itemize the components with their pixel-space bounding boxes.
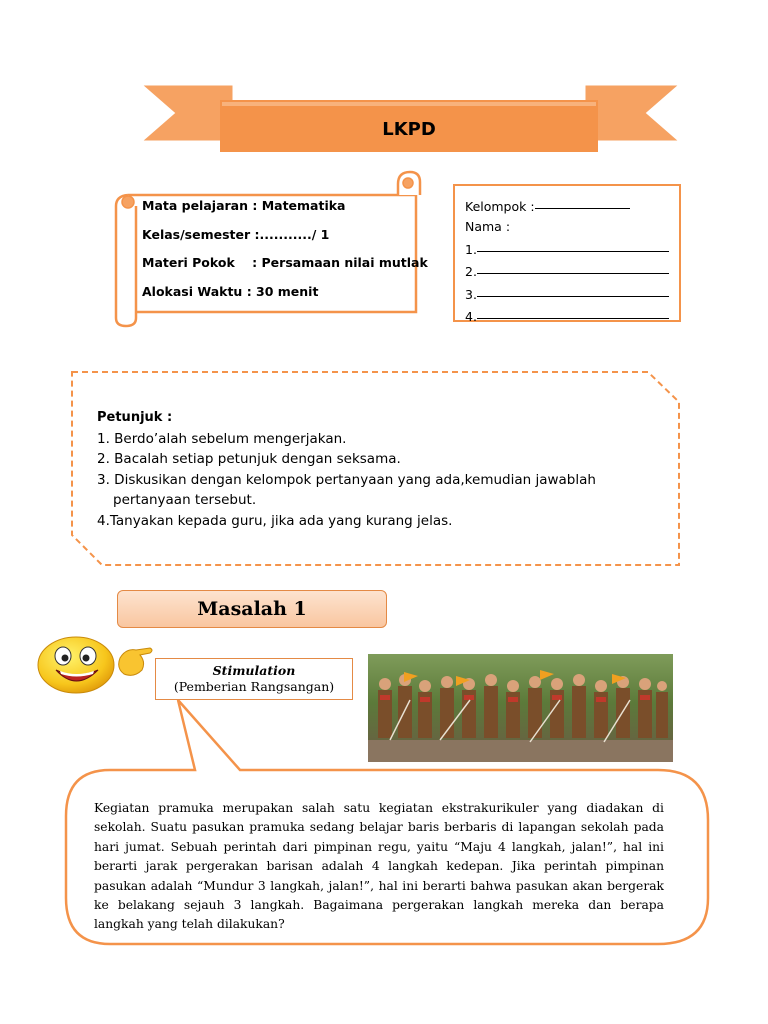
names-label: Nama : [465,219,511,234]
stimulation-title: Stimulation [212,663,296,678]
stimulation-subtitle: (Pemberian Rangsangan) [173,679,335,694]
instructions-heading: Petunjuk : [97,410,173,425]
pointing-hand-icon [119,648,152,675]
group-label: Kelompok : [465,199,535,214]
member-row-4: 4. [465,302,669,325]
member-row-3: 3. [465,279,669,302]
instruction-item: 2. Bacalah setiap petunjuk dengan seksama. [97,451,401,467]
instruction-item-continuation: pertanyaan tersebut. [113,492,257,508]
member-field-2[interactable] [477,273,669,274]
group-row [465,194,669,214]
problem-heading: Masalah 1 [117,590,387,628]
ribbon-left-tail [145,86,232,140]
member-row-2: 2. [465,257,669,280]
scout-photo [368,654,673,762]
member-field-4[interactable] [477,318,669,319]
subject-row: Mata pelajaran : Matematika [142,198,346,213]
stimulation-box [155,658,353,700]
instruction-item: 3. Diskusikan dengan kelompok pertanyaan yang ada,kemudian jawablah [97,471,596,488]
group-box [453,184,681,322]
instruction-item: 1. Berdo’alah sebelum mengerjakan. [97,430,347,447]
problem-text: Kegiatan pramuka merupakan salah satu kegiatan ekstrakurikuler yang diadakan di sekolah. Suatu pasukan pramuka sedang belajar baris berbaris di lapangan sekolah pada hari jumat. Sebuah perintah dari pimpinan regu, yaitu “Maju 4 langkah, jalan!”, hal ini berarti jarak pergerakan barisan adalah 4 langkah kedepan. Jika perintah pimpinan pasukan adalah “Mundur 3 langkah, jalan!”, hal ini berarti bahwa pasukan akan bergerak ke belakang sejauh 3 langkah. Bagaimana pergerakan langkah mereka dan berapa langkah yang telah dilakukan? [94,801,664,932]
instructions [97,408,657,531]
time-allocation-row: Alokasi Waktu : 30 menit [142,283,319,299]
ribbon-right-tail [586,86,676,140]
names-label-row [465,214,669,234]
page-title: LKPD [382,118,436,140]
smiley-icon [38,637,114,693]
topic-row: Materi Pokok : Persamaan nilai mutlak [142,255,428,270]
member-field-3[interactable] [477,296,669,297]
class-semester-row: Kelas/semester :.........../ 1 [142,226,330,242]
member-field-1[interactable] [477,251,669,252]
instruction-item: 4.Tanyakan kepada guru, jika ada yang kurang jelas. [97,512,453,529]
subject-info [142,198,428,312]
group-field[interactable] [535,208,630,209]
member-row-1: 1. [465,234,669,257]
